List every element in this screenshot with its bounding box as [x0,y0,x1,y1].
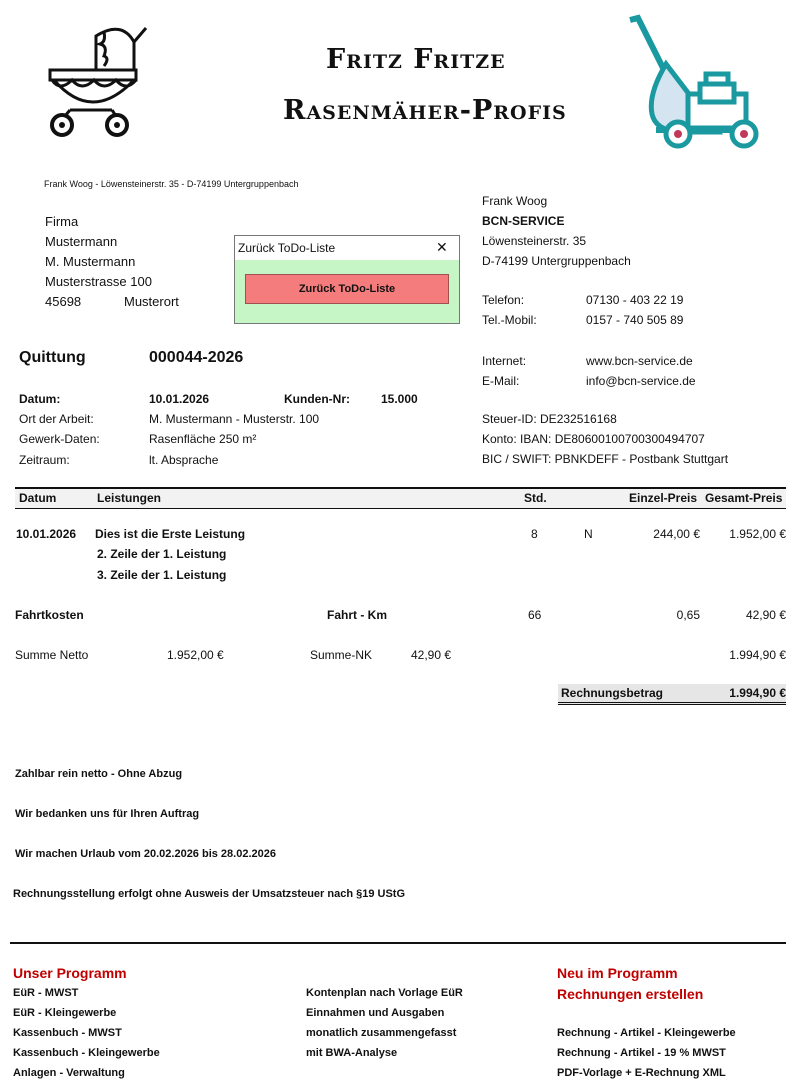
stroller-icon [44,22,154,140]
company-street: Löwensteinerstr. 35 [482,234,587,248]
brand-line-1: Fritz Fritze [326,44,506,75]
web-value: www.bcn-service.de [586,354,693,368]
period-value: lt. Absprache [149,453,219,467]
note-vacation: Wir machen Urlaub vom 20.02.2026 bis 28.02.2026 [15,848,276,860]
recipient-zip: 45698 [45,294,82,309]
item-qty: 8 [531,527,538,541]
travel-total: 42,90 € [745,608,786,622]
date-value: 10.01.2026 [149,392,210,406]
recipient-line-3: M. Mustermann [45,254,136,269]
subtotal-value: 1.994,90 € [729,648,786,662]
company-name: Frank Woog [482,194,548,208]
note-thanks: Wir bedanken uns für Ihren Auftrag [15,808,200,820]
close-icon[interactable]: ✕ [436,239,448,255]
web-label: Internet: [482,354,527,368]
col-header-unit-price: Einzel-Preis [629,491,698,505]
col-header-total-price: Gesamt-Preis [705,491,783,505]
phone-label: Telefon: [482,293,525,307]
col-header-services: Leistungen [97,491,162,505]
footer-col2-item: monatlich zusammengefasst [306,1027,457,1039]
lawnmower-icon [626,14,766,156]
net-sum-label: Summe Netto [15,648,89,662]
item-date: 10.01.2026 [16,527,77,541]
col-header-date: Datum [19,491,57,505]
dialog-titlebar [235,236,459,260]
email-value: info@bcn-service.de [586,374,696,388]
back-to-todo-button[interactable]: Zurück ToDo-Liste [245,274,449,304]
footer-col1-item: Kassenbuch - Kleingewerbe [13,1047,160,1059]
item-total: 1.952,00 € [729,527,786,541]
note-payment: Zahlbar rein netto - Ohne Abzug [15,768,183,780]
phone-value: 07130 - 403 22 19 [586,293,684,307]
customer-value: 15.000 [381,392,418,406]
footer-col1-item: EüR - MWST [13,987,79,999]
bank-bic: BIC / SWIFT: PBNKDEFF - Postbank Stuttgart [482,452,729,466]
email-label: E-Mail: [482,374,520,388]
period-label: Zeitraum: [19,453,70,467]
item-line-3: 3. Zeile der 1. Leistung [97,568,227,582]
recipient-line-1: Firma [45,214,79,229]
footer-col3-title-2: Rechnungen erstellen [557,986,704,1002]
note-tax: Rechnungsstellung erfolgt ohne Ausweis der Umsatzsteuer nach §19 UStG [13,888,406,900]
travel-label: Fahrtkosten [15,608,84,622]
footer-col1-title: Unser Programm [13,965,127,981]
company-firm: BCN-SERVICE [482,214,565,228]
trade-label: Gewerk-Daten: [19,432,100,446]
date-label: Datum: [19,392,61,406]
mobile-label: Tel.-Mobil: [482,313,537,327]
travel-qty: 66 [528,608,542,622]
recipient-city: Musterort [124,294,179,309]
footer-col1-item: Anlagen - Verwaltung [13,1067,125,1079]
footer-col1-item: EüR - Kleingewerbe [13,1007,117,1019]
place-value: M. Mustermann - Musterstr. 100 [149,412,320,426]
dialog-title: Zurück ToDo-Liste [238,241,336,255]
item-line-1: Dies ist die Erste Leistung [95,527,246,541]
footer-col3-item: Rechnung - Artikel - 19 % MWST [557,1047,726,1059]
recipient-line-2: Mustermann [45,234,118,249]
place-label: Ort der Arbeit: [19,412,94,426]
col-header-hours: Std. [524,491,547,505]
brand-line-2: Rasenmäher-Profis [283,95,567,126]
company-city: D-74199 Untergruppenbach [482,254,631,268]
recipient-street: Musterstrasse 100 [45,274,152,289]
nk-sum-label: Summe-NK [310,648,373,662]
invoice-total-label: Rechnungsbetrag [561,686,664,700]
footer-col2-item: Kontenplan nach Vorlage EüR [306,987,463,999]
footer-col2-item: Einnahmen und Ausgaben [306,1007,445,1019]
item-price: 244,00 € [653,527,700,541]
travel-desc: Fahrt - Km [327,608,387,622]
travel-price: 0,65 [676,608,700,622]
net-sum-value: 1.952,00 € [167,648,224,662]
footer-divider [10,942,786,944]
bank-account: Konto: IBAN: DE80600100700300494707 [482,432,705,446]
tax-id: Steuer-ID: DE232516168 [482,412,617,426]
todo-dialog [234,235,460,324]
receipt-title: Quittung [19,349,86,366]
customer-label: Kunden-Nr: [284,392,350,406]
trade-value: Rasenfläche 250 m² [149,432,257,446]
footer-col2-item: mit BWA-Analyse [306,1047,398,1059]
item-unit: N [584,527,593,541]
nk-sum-value: 42,90 € [411,648,452,662]
footer-col3-item: PDF-Vorlage + E-Rechnung XML [557,1067,726,1079]
receipt-number: 000044-2026 [149,349,244,366]
sender-line: Frank Woog - Löwensteinerstr. 35 - D-74199 Untergruppenbach [44,179,299,189]
item-line-2: 2. Zeile der 1. Leistung [97,547,227,561]
footer-col1-item: Kassenbuch - MWST [13,1027,122,1039]
footer-col3-item: Rechnung - Artikel - Kleingewerbe [557,1027,736,1039]
mobile-value: 0157 - 740 505 89 [586,313,684,327]
invoice-total-value: 1.994,90 € [729,686,786,700]
footer-col3-title-1: Neu im Programm [557,965,678,981]
